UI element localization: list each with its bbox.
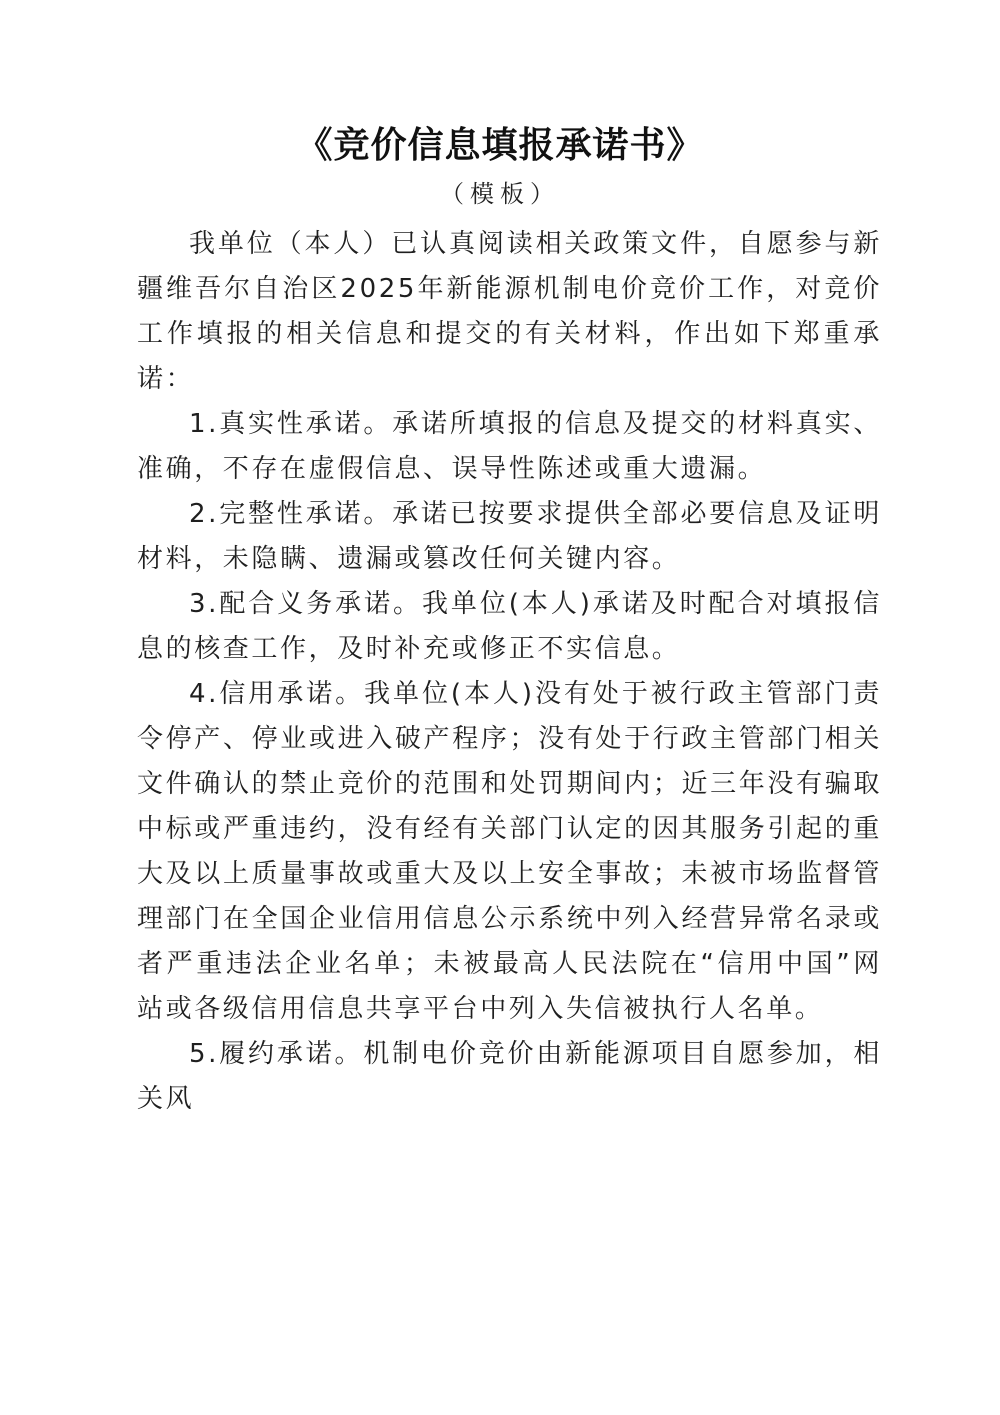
paragraph-authenticity-pledge: 1.真实性承诺。承诺所填报的信息及提交的材料真实、准确，不存在虚假信息、误导性陈述或重大遗漏。 [137,409,882,484]
paragraph-credit-pledge: 4.信用承诺。我单位(本人)没有处于被行政主管部门责令停产、停业或进入破产程序；没有处于行政主管部门相关文件确认的禁止竞价的范围和处罚期间内；近三年没有骗取中标或严重违约，没有经有关部门认定的因其服务引起的重大及以上质量事故或重大及以上安全事故；未被市场监督管理部门在全国企业信用信息公示系统中列入经营异常名录或者严重违法企业名单；未被最高人民法院在“信用中国”网站或各级信用信息共享平台中列入失信被执行人名单。 [137,679,882,1024]
paragraph-intro: 我单位（本人）已认真阅读相关政策文件，自愿参与新疆维吾尔自治区2025年新能源机制电价竞价工作，对竞价工作填报的相关信息和提交的有关材料，作出如下郑重承诺： [137,229,882,394]
document-body [137,222,882,1122]
paragraph-cooperation-pledge: 3.配合义务承诺。我单位(本人)承诺及时配合对填报信息的核查工作，及时补充或修正不实信息。 [137,589,882,664]
paragraph-performance-pledge: 5.履约承诺。机制电价竞价由新能源项目自愿参加，相关风 [137,1039,882,1114]
paragraph-completeness-pledge: 2.完整性承诺。承诺已按要求提供全部必要信息及证明材料，未隐瞒、遗漏或篡改任何关键内容。 [137,499,882,574]
document-subtitle: （模板） [440,180,560,208]
document-title: 《竞价信息填报承诺书》 [296,124,704,166]
